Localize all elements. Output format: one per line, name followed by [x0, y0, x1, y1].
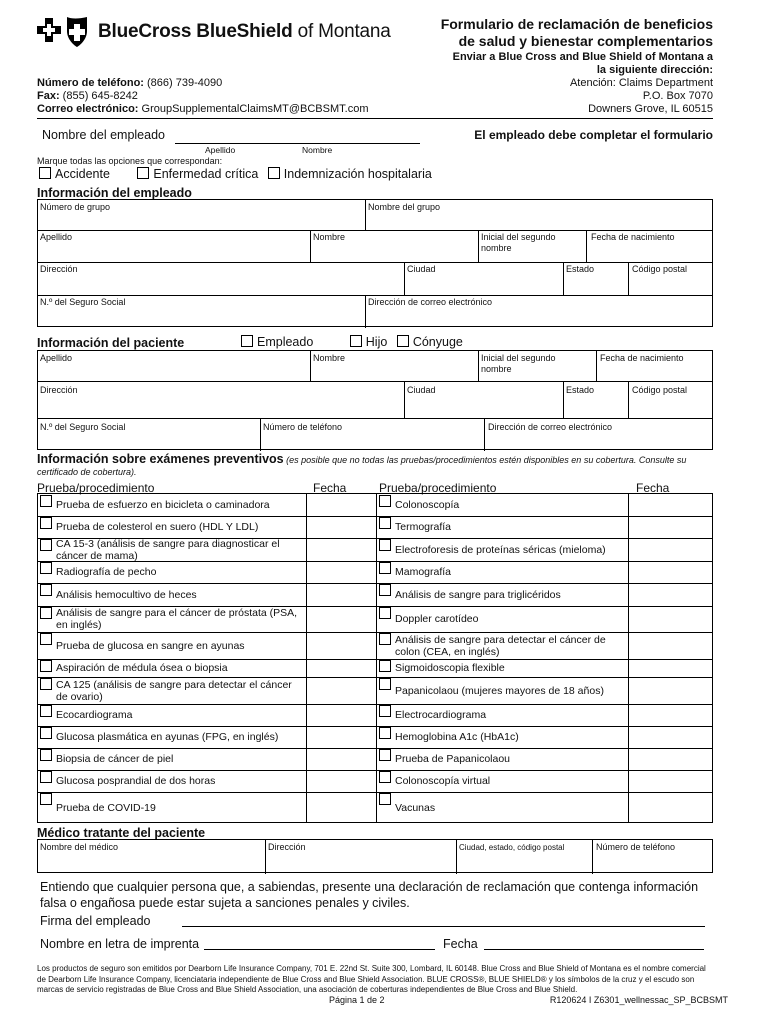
exam-label: Radiografía de pecho: [56, 566, 157, 578]
exam-date-field-left[interactable]: [307, 516, 376, 538]
exam-label: Glucosa posprandial de dos horas: [56, 775, 216, 787]
pat-address-field[interactable]: Dirección: [40, 385, 78, 395]
exam-date-field-right[interactable]: [629, 770, 714, 792]
exam-item-left[interactable]: [40, 583, 304, 606]
exam-checkbox[interactable]: [40, 705, 52, 717]
exam-date-field-right[interactable]: [629, 726, 714, 748]
exam-label: Colonoscopía: [395, 499, 460, 511]
accident-checkbox[interactable]: Accidente: [39, 167, 110, 181]
exam-checkbox[interactable]: [379, 584, 391, 596]
exam-checkbox[interactable]: [379, 539, 391, 551]
exam-checkbox[interactable]: [40, 660, 52, 672]
exam-checkbox[interactable]: [379, 749, 391, 761]
exam-date-field-left[interactable]: [307, 561, 376, 583]
claim-type-options: [39, 167, 432, 181]
title-line-1: Formulario de reclamación de beneficios: [440, 16, 713, 32]
employee-info-heading: Información del empleado: [37, 186, 192, 200]
physician-city-field[interactable]: Ciudad, estado, código postal: [459, 843, 565, 852]
critical-illness-checkbox[interactable]: Enfermedad crítica: [137, 167, 258, 181]
first-name-caption: Nombre: [302, 145, 333, 155]
exam-date-field-right[interactable]: [629, 659, 714, 677]
emp-dob-field[interactable]: Fecha de nacimiento: [591, 232, 675, 242]
exam-item-left[interactable]: [40, 704, 304, 726]
exam-date-field-left[interactable]: [307, 538, 376, 561]
form-code: R120624 I Z6301_wellnessac_SP_BCBSMT: [549, 995, 728, 1005]
emp-address-field[interactable]: Dirección: [40, 264, 78, 274]
pat-city-field[interactable]: Ciudad: [407, 385, 436, 395]
page-number: Página 1 de 2: [329, 995, 385, 1005]
exam-checkbox[interactable]: [379, 793, 391, 805]
patient-spouse-checkbox[interactable]: Cónyuge: [397, 335, 463, 349]
exam-item-right[interactable]: [379, 677, 627, 704]
exam-item-left[interactable]: [40, 632, 304, 659]
exam-label: Mamografía: [395, 566, 452, 578]
patient-child-checkbox[interactable]: Hijo: [350, 335, 388, 349]
exam-checkbox[interactable]: [379, 562, 391, 574]
physician-heading: Médico tratante del paciente: [37, 826, 206, 840]
exam-item-left[interactable]: [40, 494, 304, 516]
exam-item-right[interactable]: [379, 792, 627, 824]
exam-label: Electroforesis de proteínas séricas (mieloma): [395, 543, 606, 556]
employee-name-field[interactable]: [175, 143, 420, 144]
exam-checkbox[interactable]: [379, 705, 391, 717]
exam-checkbox[interactable]: [379, 771, 391, 783]
last-name-caption: Apellido: [205, 145, 236, 155]
contact-info: Número de teléfono: (866) 739-4090 Fax: (855) 645-8242 Correo electrónico: GroupSupplementalClaimsMT@BCBSMT.com: [37, 77, 369, 115]
exam-item-right[interactable]: [379, 561, 627, 583]
exam-label: Análisis de sangre para triglicéridos: [395, 588, 561, 601]
exam-checkbox[interactable]: [379, 607, 391, 619]
exam-label: Papanicolaou (mujeres mayores de 18 años): [395, 684, 604, 697]
pat-phone-field[interactable]: Número de teléfono: [263, 422, 343, 432]
pat-ssn-field[interactable]: N.º del Seguro Social: [40, 422, 126, 432]
signature-line[interactable]: [182, 926, 705, 927]
exam-item-left[interactable]: [40, 561, 304, 583]
exam-label: CA 15-3 (análisis de sangre para diagnosticar el cáncer de mama): [56, 537, 280, 562]
exam-checkbox[interactable]: [40, 517, 52, 529]
exam-label: Doppler carotídeo: [395, 613, 479, 625]
emp-last-name-field[interactable]: Apellido: [40, 232, 73, 242]
exam-date-field-right[interactable]: [629, 677, 714, 704]
exam-item-left[interactable]: [40, 770, 304, 792]
patient-info-table: [37, 350, 713, 450]
exam-date-field-left[interactable]: [307, 494, 376, 516]
exam-item-right[interactable]: [379, 494, 627, 516]
exam-checkbox[interactable]: [40, 793, 52, 805]
exam-item-left[interactable]: [40, 677, 304, 704]
exam-date-field-right[interactable]: [629, 494, 714, 516]
exams-col-date-right: Fecha: [636, 481, 670, 495]
exam-label: Hemoglobina A1c (HbA1c): [395, 731, 519, 743]
exams-col-date-left: Fecha: [313, 481, 347, 495]
exam-item-right[interactable]: [379, 516, 627, 538]
patient-info-heading: Información del paciente: [37, 336, 185, 350]
exam-item-right[interactable]: [379, 606, 627, 632]
company-logo: [36, 12, 391, 52]
date-line[interactable]: [484, 949, 704, 950]
exam-date-field-left[interactable]: [307, 770, 376, 792]
form-title: [441, 16, 713, 50]
exam-date-field-right[interactable]: [629, 632, 714, 659]
exam-checkbox[interactable]: [379, 678, 391, 690]
exam-item-left[interactable]: [40, 726, 304, 748]
group-name-field[interactable]: Nombre del grupo: [368, 202, 441, 212]
pat-middle-initial-field[interactable]: Inicial del segundo nombre: [481, 353, 556, 374]
mailing-address: Enviar a Blue Cross and Blue Shield of Montana a la siguiente dirección: Atención: Claims Department P.O. Box 7070 Downers Grove, IL 60515: [452, 51, 713, 115]
exam-label: Prueba de Papanicolaou: [395, 753, 511, 765]
exam-item-left[interactable]: [40, 538, 304, 561]
pat-state-field[interactable]: Estado: [566, 385, 595, 395]
exam-date-field-right[interactable]: [629, 748, 714, 770]
exam-label: Sigmoidoscopia flexible: [395, 662, 505, 674]
pat-first-name-field[interactable]: Nombre: [313, 353, 346, 363]
exam-item-right[interactable]: [379, 748, 627, 770]
group-number-field[interactable]: Número de grupo: [40, 202, 111, 212]
exam-checkbox[interactable]: [379, 495, 391, 507]
date-label: Fecha: [443, 937, 478, 951]
exam-date-field-left[interactable]: [307, 606, 376, 632]
physician-name-field[interactable]: Nombre del médico: [40, 842, 119, 852]
exam-label: Análisis de sangre para el cáncer de próstata (PSA, en inglés): [56, 607, 298, 631]
exam-date-field-left[interactable]: [307, 677, 376, 704]
exam-date-field-left[interactable]: [307, 583, 376, 606]
emp-state-field[interactable]: Estado: [566, 264, 595, 274]
exam-checkbox[interactable]: [40, 633, 52, 645]
exam-date-field-right[interactable]: [629, 561, 714, 583]
exam-date-field-right[interactable]: [629, 538, 714, 561]
exam-label: Prueba de colesterol en suero (HDL Y LDL): [56, 521, 259, 533]
exam-item-right[interactable]: [379, 704, 627, 726]
exam-checkbox[interactable]: [40, 727, 52, 739]
exam-label: Electrocardiograma: [395, 709, 487, 721]
exam-checkbox[interactable]: [40, 562, 52, 574]
exam-date-field-left[interactable]: [307, 704, 376, 726]
exam-item-left[interactable]: [40, 792, 304, 824]
exam-checkbox[interactable]: [40, 584, 52, 596]
exam-checkbox[interactable]: [40, 678, 52, 690]
exam-checkbox[interactable]: [379, 660, 391, 672]
emp-email-field[interactable]: Dirección de correo electrónico: [368, 297, 493, 307]
declaration-text: Entiendo que cualquier persona que, a sabiendas, presente una declaración de reclamación que contenga información falsa o engañosa puede estar sujeta a sanciones penales y civiles.: [40, 880, 699, 910]
exam-label: Ecocardiograma: [56, 709, 133, 721]
must-complete-note: El empleado debe completar el formulario: [474, 128, 713, 142]
exam-item-right[interactable]: [379, 583, 627, 606]
pat-email-field[interactable]: Dirección de correo electrónico: [488, 422, 613, 432]
emp-city-field[interactable]: Ciudad: [407, 264, 436, 274]
signature-label: Firma del empleado: [40, 914, 151, 928]
exam-label: Glucosa plasmática en ayunas (FPG, en inglés): [56, 731, 279, 743]
emp-middle-initial-field[interactable]: Inicial del segundo nombre: [481, 232, 556, 253]
pat-last-name-field[interactable]: Apellido: [40, 353, 73, 363]
physician-phone-field[interactable]: Número de teléfono: [596, 842, 676, 852]
exam-item-right[interactable]: [379, 770, 627, 792]
exam-label: Prueba de glucosa en sangre en ayunas: [56, 639, 245, 652]
exams-col-proc-right: Prueba/procedimiento: [379, 481, 497, 495]
emp-zip-field[interactable]: Código postal: [632, 264, 688, 274]
exam-date-field-left[interactable]: [307, 632, 376, 659]
exam-item-left[interactable]: [40, 659, 304, 677]
logo-text: BlueCross BlueShield of Montana: [98, 21, 391, 42]
print-name-label: Nombre en letra de imprenta: [40, 937, 200, 951]
emp-first-name-field[interactable]: Nombre: [313, 232, 346, 242]
exam-label: Colonoscopía virtual: [395, 775, 491, 787]
exam-date-field-left[interactable]: [307, 748, 376, 770]
exam-label: Termografía: [395, 521, 452, 533]
exams-heading: Información sobre exámenes preventivos (es posible que no todas las pruebas/procedimientos estén disponibles en su cobertura. Consulte su certificado de cobertura).: [37, 452, 687, 477]
exam-item-right[interactable]: [379, 632, 627, 659]
exam-date-field-left[interactable]: [307, 659, 376, 677]
print-name-line[interactable]: [204, 949, 435, 950]
exam-item-right[interactable]: [379, 538, 627, 561]
physician-table: [37, 839, 713, 873]
physician-address-field[interactable]: Dirección: [268, 842, 306, 852]
exam-date-field-right[interactable]: [629, 606, 714, 632]
emp-ssn-field[interactable]: N.º del Seguro Social: [40, 297, 126, 307]
exam-checkbox[interactable]: [379, 633, 391, 645]
exam-label: CA 125 (análisis de sangre para detectar el cáncer de ovario): [56, 678, 292, 703]
exams-col-proc-left: Prueba/procedimiento: [37, 481, 155, 495]
exams-table: [37, 493, 713, 823]
exam-item-left[interactable]: [40, 516, 304, 538]
exam-item-left[interactable]: [40, 748, 304, 770]
exam-item-right[interactable]: [379, 659, 627, 677]
pat-zip-field[interactable]: Código postal: [632, 385, 688, 395]
patient-relation-options: [241, 335, 463, 349]
employee-name-label: Nombre del empleado: [42, 128, 165, 142]
pat-dob-field[interactable]: Fecha de nacimiento: [600, 353, 684, 363]
legal-footer: Los productos de seguro son emitidos por Dearborn Life Insurance Company, 701 E. 22nd St. Suite 300, Lombard, IL 60148. Blue Cross and Blue Shield of Montana es el nombre comercial de Dearborn Life Insurance Company, licenciataria independiente de Blue Cross and Blue Shield Association. BLUE CROSS®, BLUE SHIELD® y los símbolos de la cruz y el escudo son marcas de servicio registradas de Blue Cross and Blue Shield Association, una asociación de coberturas independientes de Blue Cross and Blue Shield.: [37, 964, 706, 994]
exam-label: Análisis de sangre para detectar el cáncer de colon (CEA, en inglés): [395, 633, 606, 658]
employee-info-table: [37, 199, 713, 327]
exam-label: Análisis hemocultivo de heces: [56, 588, 197, 601]
exam-item-left[interactable]: [40, 606, 304, 632]
exam-label: Prueba de COVID-19: [56, 802, 156, 814]
exam-label: Aspiración de médula ósea o biopsia: [56, 662, 228, 674]
patient-employee-checkbox[interactable]: Empleado: [241, 335, 313, 349]
exam-label: Biopsia de cáncer de piel: [56, 753, 174, 765]
exam-checkbox[interactable]: [40, 495, 52, 507]
exam-label: Vacunas: [395, 802, 436, 814]
exam-checkbox[interactable]: [40, 539, 52, 551]
exam-date-field-right[interactable]: [629, 583, 714, 606]
exam-checkbox[interactable]: [379, 517, 391, 529]
exam-date-field-right[interactable]: [629, 704, 714, 726]
hospital-indemnity-checkbox[interactable]: Indemnización hospitalaria: [268, 167, 432, 181]
exam-item-right[interactable]: [379, 726, 627, 748]
exam-checkbox[interactable]: [40, 607, 52, 619]
title-line-2: de salud y bienestar complementarios: [458, 33, 713, 49]
exam-date-field-left[interactable]: [307, 792, 376, 824]
exam-date-field-right[interactable]: [629, 516, 714, 538]
exam-checkbox[interactable]: [40, 771, 52, 783]
header-divider: [37, 118, 713, 119]
exam-label: Prueba de esfuerzo en bicicleta o caminadora: [56, 499, 270, 511]
claim-type-instruction: Marque todas las opciones que correspondan:: [37, 156, 223, 166]
cross-shield-icon: [36, 14, 92, 50]
exam-checkbox[interactable]: [40, 749, 52, 761]
exam-date-field-right[interactable]: [629, 792, 714, 824]
exam-date-field-left[interactable]: [307, 726, 376, 748]
exam-checkbox[interactable]: [379, 727, 391, 739]
